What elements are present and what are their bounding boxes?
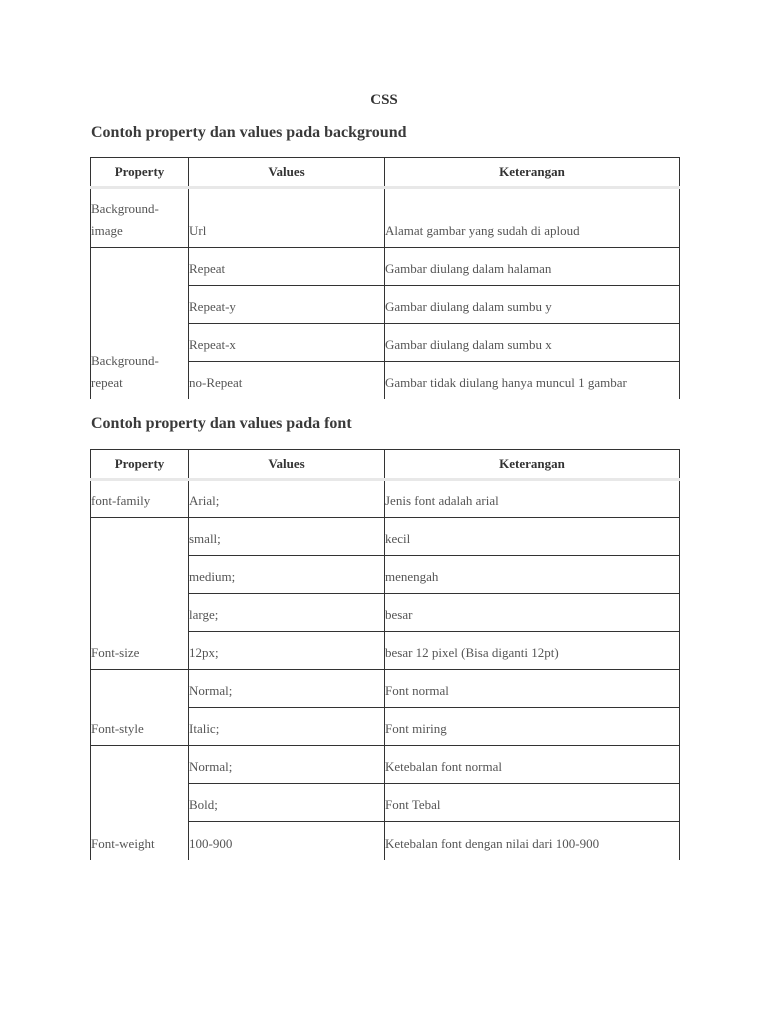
property-cell: Font-weight [91, 746, 189, 860]
description-cell: besar 12 pixel (Bisa diganti 12pt) [385, 632, 680, 670]
table-row [91, 518, 680, 556]
font-properties-table [90, 449, 680, 860]
value-cell: Normal; [189, 746, 385, 784]
description-cell: Font normal [385, 670, 680, 708]
header-values: Values [189, 450, 385, 480]
value-cell: large; [189, 594, 385, 632]
table-row [91, 670, 680, 708]
description-cell: Font Tebal [385, 784, 680, 822]
table-row [91, 248, 680, 286]
description-cell: Alamat gambar yang sudah di aploud [385, 188, 680, 248]
value-cell: Italic; [189, 708, 385, 746]
value-cell: 12px; [189, 632, 385, 670]
header-values: Values [189, 158, 385, 188]
header-keterangan: Keterangan [385, 450, 680, 480]
table-row [91, 480, 680, 518]
property-cell: Background- repeat [91, 248, 189, 399]
description-cell: Gambar diulang dalam sumbu y [385, 286, 680, 324]
table-row [91, 188, 680, 248]
value-cell: Bold; [189, 784, 385, 822]
background-properties-table [90, 157, 680, 399]
table-header-row [91, 450, 680, 480]
property-cell: Font-size [91, 518, 189, 670]
description-cell: Jenis font adalah arial [385, 480, 680, 518]
header-keterangan: Keterangan [385, 158, 680, 188]
value-cell: Repeat-y [189, 286, 385, 324]
property-cell: Font-style [91, 670, 189, 746]
value-cell: Repeat-x [189, 324, 385, 362]
value-cell: Repeat [189, 248, 385, 286]
table-row [91, 746, 680, 784]
value-cell: Arial; [189, 480, 385, 518]
value-cell: no-Repeat [189, 362, 385, 399]
header-property: Property [91, 450, 189, 480]
description-cell: Gambar tidak diulang hanya muncul 1 gambar [385, 362, 680, 399]
value-cell: 100-900 [189, 822, 385, 860]
background-section-heading: Contoh property dan values pada background [91, 124, 407, 141]
description-cell: Gambar diulang dalam sumbu x [385, 324, 680, 362]
property-cell: Background- image [91, 188, 189, 248]
description-cell: menengah [385, 556, 680, 594]
description-cell: Ketebalan font normal [385, 746, 680, 784]
value-cell: medium; [189, 556, 385, 594]
description-cell: Font miring [385, 708, 680, 746]
description-cell: Gambar diulang dalam halaman [385, 248, 680, 286]
description-cell: kecil [385, 518, 680, 556]
font-section-heading: Contoh property dan values pada font [91, 415, 352, 432]
value-cell: Normal; [189, 670, 385, 708]
page-title: CSS [370, 92, 398, 108]
value-cell: small; [189, 518, 385, 556]
value-cell: Url [189, 188, 385, 248]
table-header-row [91, 158, 680, 188]
description-cell: Ketebalan font dengan nilai dari 100-900 [385, 822, 680, 860]
property-cell: font-family [91, 480, 189, 518]
description-cell: besar [385, 594, 680, 632]
header-property: Property [91, 158, 189, 188]
